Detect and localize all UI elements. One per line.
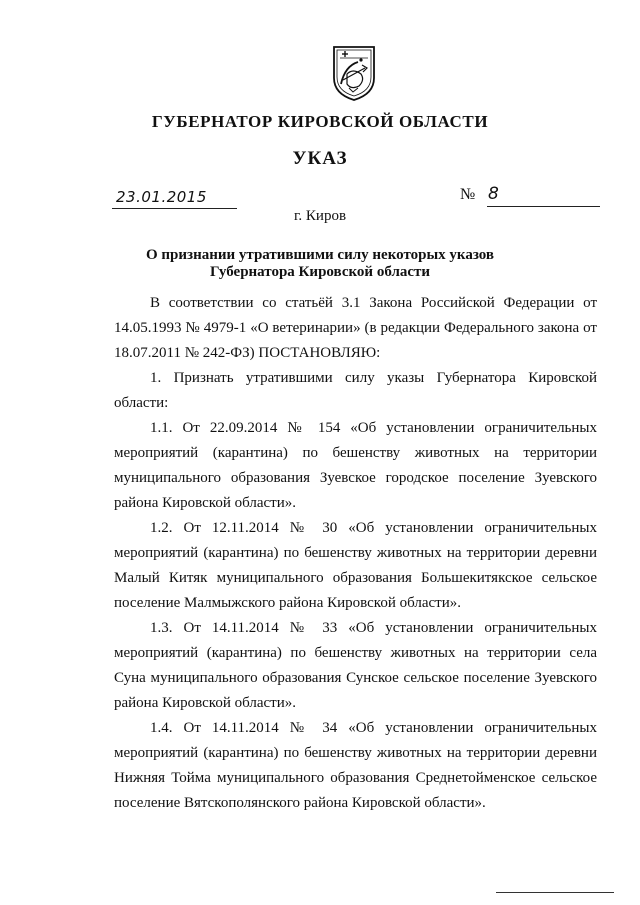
clause-1-4-paragraph: 1.4. От 14.11.2014 № 34 «Об установлении ограничительных мероприятий (карантина) по бешенству животных на территории деревни Нижняя Тойма муниципального образования Среднетойменское сельское поселение Вятскополянского района Кировской области». bbox=[114, 720, 597, 811]
clause-1-1-paragraph: 1.1. От 22.09.2014 № 154 «Об установлении ограничительных мероприятий (карантина) по бешенству животных на территории муниципального образования Зуевское городское поселение Зуевского района Кировской области». bbox=[114, 420, 597, 511]
footer-divider bbox=[496, 892, 614, 893]
preamble-paragraph: В соответствии со статьёй 3.1 Закона Российской Федерации от 14.05.1993 № 4979-1 «О ветеринарии» (в редакции Федерального закона от 18.07.2011 № 242-ФЗ) ПОСТАНОВЛЯЮ: bbox=[114, 295, 597, 361]
subject-line-1: О признании утратившими силу некоторых указов bbox=[146, 247, 494, 263]
issuing-city: г. Киров bbox=[293, 208, 347, 224]
number-underline bbox=[487, 186, 600, 207]
clause-1-3-paragraph: 1.3. От 14.11.2014 № 33 «Об установлении ограничительных мероприятий (карантина) по бешенству животных на территории села Суна муниципального образования Сунское сельское поселение Зуевского района Кировской области». bbox=[114, 620, 597, 711]
clause-1-paragraph: 1. Признать утратившими силу указы Губернатора Кировской области: bbox=[114, 370, 597, 411]
document-type-heading: УКАЗ bbox=[292, 148, 348, 169]
issuing-authority-title: ГУБЕРНАТОР КИРОВСКОЙ ОБЛАСТИ bbox=[151, 112, 489, 131]
document-number-field bbox=[460, 186, 600, 208]
document-subject bbox=[100, 247, 540, 281]
clause-1-2-paragraph: 1.2. От 12.11.2014 № 30 «Об установлении ограничительных мероприятий (карантина) по бешенству животных на территории деревни Малый Китяк муниципального образования Большекитякское сельское поселение Малмыжского района Кировской области». bbox=[114, 520, 597, 611]
number-sign: № bbox=[460, 186, 476, 203]
subject-line-2: Губернатора Кировской области bbox=[209, 264, 431, 280]
document-date: 23.01.2015 bbox=[116, 188, 207, 206]
document-number: 8 bbox=[488, 184, 499, 204]
document-body bbox=[114, 291, 597, 816]
document-date-field bbox=[112, 188, 237, 209]
kirov-coat-of-arms-icon bbox=[331, 44, 377, 102]
